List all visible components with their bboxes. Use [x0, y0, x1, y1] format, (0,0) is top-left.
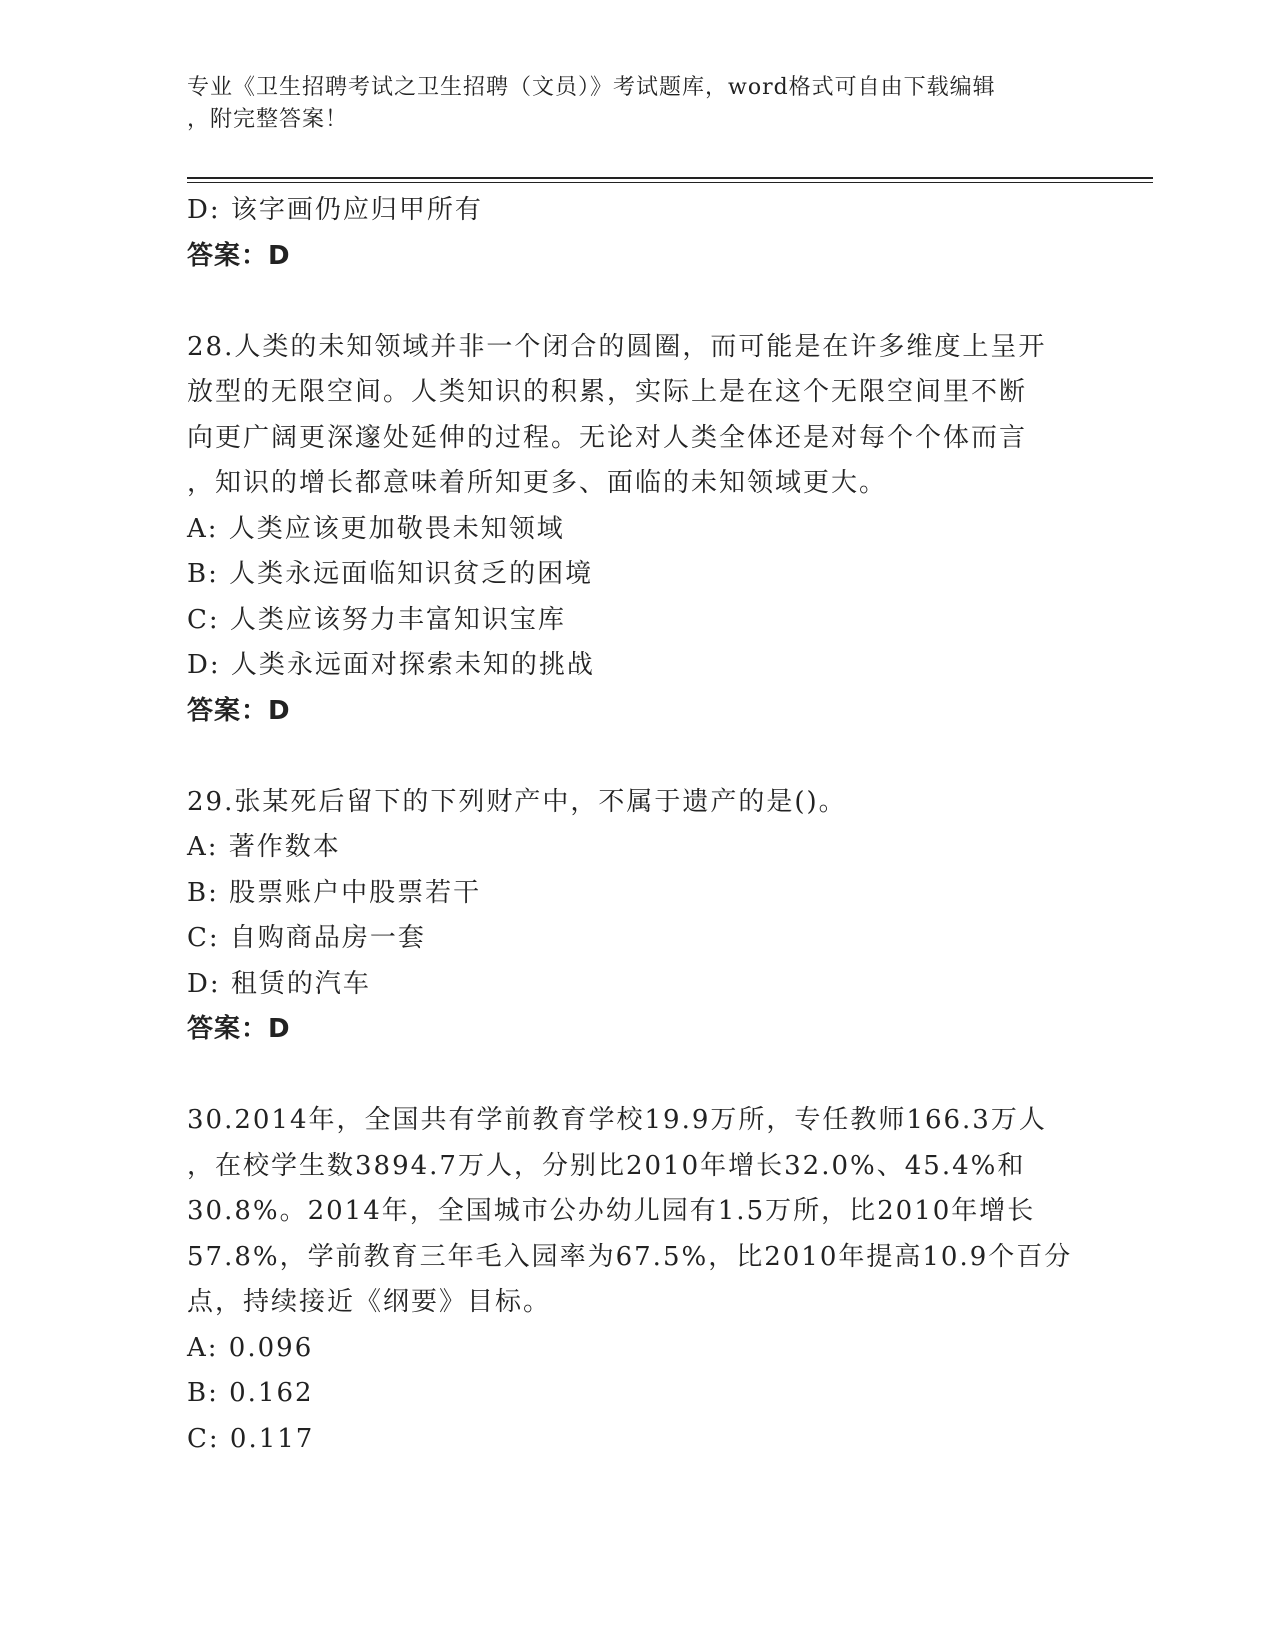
option-b: B: 0.162: [187, 1378, 314, 1408]
question-stem-line: 29.张某死后留下的下列财产中，不属于遗产的是()。: [187, 786, 847, 817]
option-b: B: 人类永远面临知识贫乏的困境: [187, 559, 594, 589]
answer-label: 答案：D: [187, 240, 291, 271]
question-stem-line: 放型的无限空间。人类知识的积累，实际上是在这个无限空间里不断: [187, 377, 1028, 407]
option-c: C: 0.117: [187, 1423, 315, 1454]
question-stem-line: ，知识的增长都意味着所知更多、面临的未知领域更大。: [187, 468, 888, 498]
question-stem-line: 点，持续接近《纲要》目标。: [187, 1287, 552, 1317]
option-d: D: 人类永远面对探索未知的挑战: [187, 650, 595, 680]
option-a: A: 0.096: [187, 1332, 314, 1363]
option-d: D: 租赁的汽车: [187, 968, 371, 999]
option-a: A: 著作数本: [187, 832, 341, 862]
option-b: B: 股票账户中股票若干: [187, 877, 482, 908]
header-line-2: ，附完整答案！: [187, 107, 349, 132]
header-divider-thick: [187, 177, 1153, 179]
answer-label: 答案：D: [187, 1014, 291, 1044]
question-30: [187, 1098, 1087, 1462]
option-c: C: 自购商品房一套: [187, 923, 426, 953]
option-a: A: 人类应该更加敬畏未知领域: [187, 513, 565, 544]
question-stem-line: 30.2014年，全国共有学前教育学校19.9万所，专任教师166.3万人: [187, 1105, 1047, 1135]
question-28: [187, 325, 1087, 735]
question-stem-line: 向更广阔更深邃处延伸的过程。无论对人类全体还是对每个个体而言: [187, 422, 1028, 453]
question-stem-line: 57.8%，学前教育三年毛入园率为67.5%，比2010年提高10.9个百分: [187, 1241, 1073, 1272]
answer-label: 答案：D: [187, 695, 291, 726]
option-c: C: 人类应该努力丰富知识宝库: [187, 604, 566, 635]
question-29: [187, 780, 1087, 1053]
header-line-1: 专业《卫生招聘考试之卫生招聘（文员）》考试题库，word格式可自由下载编辑: [187, 75, 996, 100]
document-header: [187, 72, 1067, 136]
option-d: D: 该字画仍应归甲所有: [187, 195, 483, 225]
question-stem-line: ，在校学生数3894.7万人，分别比2010年增长32.0%、45.4%和: [187, 1150, 1026, 1181]
question-stem-line: 30.8%。2014年，全国城市公办幼儿园有1.5万所，比2010年增长: [187, 1196, 1036, 1226]
header-divider-thin: [187, 182, 1153, 183]
question-list: [187, 188, 1087, 1462]
question-27-tail: [187, 188, 1087, 279]
question-stem-line: 28.人类的未知领域并非一个闭合的圆圈，而可能是在许多维度上呈开: [187, 331, 1047, 362]
